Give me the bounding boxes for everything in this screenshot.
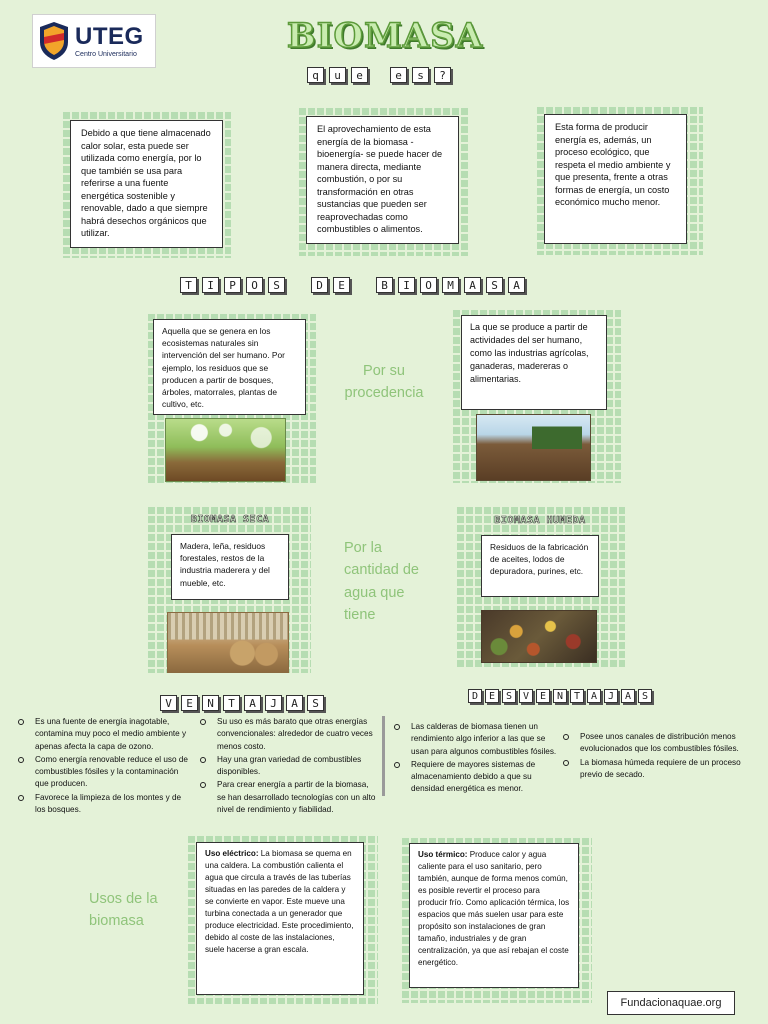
heading-tile: I (202, 277, 219, 293)
list-item: Favorece la limpieza de los montes y de los bosques. (16, 792, 191, 817)
residual-biomass-box: La que se produce a partir de actividades del ser humano, como las industrias agrícolas, ganaderas, madereras o alimentarias. (461, 315, 607, 410)
que-es-heading (307, 67, 451, 83)
heading-tile: P (224, 277, 241, 293)
list-item: La biomasa húmeda requiere de un proceso previo de secado. (561, 757, 741, 782)
heading-tile: s (412, 67, 429, 83)
biomasa-seca-title: BIOMASA SECA (190, 514, 270, 525)
ventajas-list-1 (16, 716, 191, 817)
agua-label: Por la cantidad de agua que tiene (344, 540, 419, 624)
heading-tile: S (307, 695, 324, 711)
heading-tile: E (485, 689, 499, 703)
list-item: Posee unos canales de distribución menos evolucionados que los combustibles fósiles. (561, 731, 741, 756)
uso-termico-box (409, 843, 579, 988)
desventajas-list-1 (392, 721, 560, 797)
uso-termico-text: Produce calor y agua caliente para el uso sanitario, pero también, aunque de forma menos común, es posible revertir el proceso para producir frío. Como aplicación térmica, los espacios que más suelen usar para este propósito son instalaciones de gran tamaño, industriales y de gran centralización, ya que así rebajan el coste energético. (418, 850, 570, 967)
heading-tile: V (519, 689, 533, 703)
heading-tile: T (570, 689, 584, 703)
desventajas-heading (468, 689, 652, 703)
procedencia-label: Por su procedencia (344, 363, 424, 402)
heading-tile: E (181, 695, 198, 711)
list-item: Hay una gran variedad de combustibles disponibles. (198, 754, 376, 779)
heading-tile: q (307, 67, 324, 83)
heading-tile: O (246, 277, 263, 293)
biomasa-humeda-box: Residuos de la fabricación de aceites, lodos de depuradora, purines, etc. (481, 535, 599, 597)
que-es-box-2: El aprovechamiento de esta energía de la biomasa - bioenergía- se puede hacer de manera directa, mediante combustión, o por su transformación en otras sustancias que pueden ser reaprovechadas como combustibles o alimentos. (306, 116, 459, 244)
heading-tile: A (587, 689, 601, 703)
heading-tile: S (486, 277, 503, 293)
heading-tile: S (638, 689, 652, 703)
natural-biomass-box: Aquella que se genera en los ecosistemas naturales sin intervención del ser humano. Por ejemplo, los residuos que se producen a partir de bosques, árboles, matorrales, plantas de cultivo, etc. (153, 319, 306, 415)
heading-tile: E (333, 277, 350, 293)
heading-tile: D (311, 277, 328, 293)
heading-tile: A (508, 277, 525, 293)
organic-waste-image (481, 610, 597, 663)
biomasa-humeda-title: BIOMASA HUMEDA (494, 515, 586, 526)
heading-tile: A (621, 689, 635, 703)
heading-tile: D (468, 689, 482, 703)
source-link[interactable]: Fundacionaquae.org (607, 991, 735, 1015)
wood-logs-image (167, 612, 289, 673)
heading-tile: I (398, 277, 415, 293)
heading-tile: S (502, 689, 516, 703)
tipos-heading (180, 277, 525, 293)
heading-tile: O (420, 277, 437, 293)
list-item: Es una fuente de energía inagotable, contamina muy poco el medio ambiente y apenas afecta la capa de ozono. (16, 716, 191, 753)
heading-tile: B (376, 277, 393, 293)
usos-label: Usos de la biomasa (89, 891, 158, 930)
uso-electrico-title: Uso eléctrico: (205, 849, 259, 858)
heading-tile: u (329, 67, 346, 83)
heading-tile: e (390, 67, 407, 83)
heading-tile: e (351, 67, 368, 83)
list-item: Para crear energía a partir de la biomasa, se han desarrollado tecnologías con un alto nivel de rendimiento y fiabilidad. (198, 779, 376, 816)
heading-tile: J (265, 695, 282, 711)
heading-tile: T (223, 695, 240, 711)
uso-termico-title: Uso térmico: (418, 850, 468, 859)
truck-image (476, 414, 591, 481)
ventajas-heading (160, 695, 324, 711)
list-item: Su uso es más barato que otras energías convencionales: alrededor de cuatro veces menos costo. (198, 716, 376, 753)
heading-tile: M (442, 277, 459, 293)
logo-subtitle: Centro Universitario (75, 50, 137, 58)
heading-tile: V (160, 695, 177, 711)
shield-icon (37, 20, 71, 62)
divider (382, 716, 385, 796)
que-es-box-3: Esta forma de producir energía es, además, un proceso ecológico, que respeta el medio ambiente y que presenta, frente a otras formas de energía, un costo económico mucho menor. (544, 114, 687, 244)
heading-tile: ? (434, 67, 451, 83)
heading-tile: A (286, 695, 303, 711)
heading-tile: A (244, 695, 261, 711)
que-es-box-1: Debido a que tiene almacenado calor solar, esta puede ser utilizada como energía, por lo que también se usa para referirse a una fuente energética sostenible y renovable, dado a que siempre habrá desechos orgánicos que utilizar. (70, 120, 223, 248)
heading-tile: N (202, 695, 219, 711)
heading-tile: N (553, 689, 567, 703)
list-item: Las calderas de biomasa tienen un rendimiento algo inferior a las que se usan para algunos combustibles fósiles. (392, 721, 560, 758)
uso-electrico-box (196, 842, 364, 995)
desventajas-list-2 (561, 731, 741, 782)
heading-tile: S (268, 277, 285, 293)
heading-tile: T (180, 277, 197, 293)
uteg-logo (32, 14, 156, 68)
biomasa-seca-box: Madera, leña, residuos forestales, restos de la industria maderera y del mueble, etc. (171, 534, 289, 600)
list-item: Como energía renovable reduce el uso de combustibles fósiles y la contaminación que producen. (16, 754, 191, 791)
heading-tile: A (464, 277, 481, 293)
ventajas-list-2 (198, 716, 376, 817)
heading-tile: E (536, 689, 550, 703)
list-item: Requiere de mayores sistemas de almacenamiento debido a que su densidad energética es menor. (392, 759, 560, 796)
heading-tile: J (604, 689, 618, 703)
logo-name: UTEG (75, 22, 144, 50)
page-title: BIOMASA (286, 16, 484, 56)
pellets-image (165, 418, 286, 482)
uso-electrico-text: La biomasa se quema en una caldera. La combustión calienta el agua que circula a través de las tuberías situadas en las paredes de la caldera y se convierte en vapor. Este mueve una turbina conectada a un generador que produce electricidad. Este procedimiento, debido al coste de las instalaciones, suele hacerse a gran escala. (205, 849, 354, 954)
